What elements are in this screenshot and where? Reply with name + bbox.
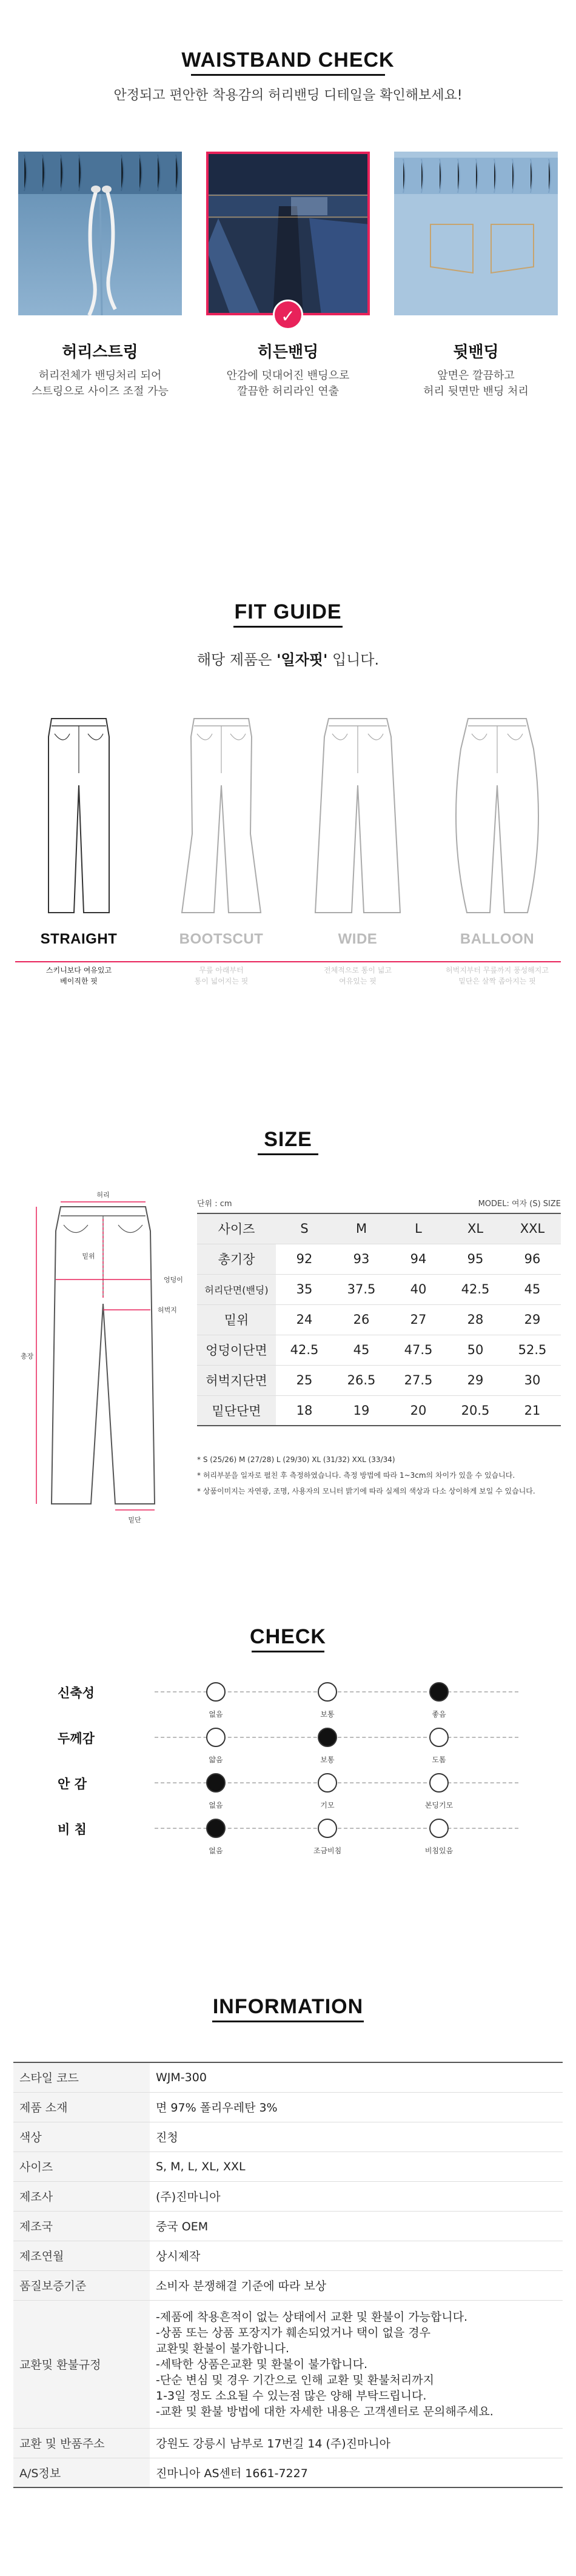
table-row — [13, 2300, 563, 2428]
waistband-title-underline — [191, 74, 385, 76]
info-value: 소비자 분쟁해결 기준에 따라 보상 — [150, 2270, 563, 2300]
size-cell: 96 — [504, 1244, 561, 1274]
size-cell: 18 — [276, 1395, 333, 1426]
table-row — [13, 2152, 563, 2181]
fit-desc-wide-line2: 여유있는 핏 — [339, 977, 377, 985]
waistband-string-desc-line1: 허리전체가 밴딩처리 되어 — [38, 369, 162, 382]
size-header-cell: M — [333, 1213, 390, 1244]
size-cell: 42.5 — [447, 1274, 504, 1304]
check-option-dot[interactable] — [429, 1773, 449, 1793]
waistband-back-desc — [394, 368, 558, 400]
waistband-hidden-desc-line2: 깔끔한 허리라인 연출 — [237, 385, 339, 398]
table-row — [197, 1274, 561, 1304]
diagram-label-waist: 허리 — [96, 1191, 110, 1199]
waistband-option-hidden[interactable] — [206, 152, 370, 400]
size-cell: 52.5 — [504, 1335, 561, 1365]
check-option-label: 조금비침 — [313, 1846, 342, 1855]
info-value: WJM-300 — [150, 2062, 563, 2092]
check-option-label: 도톰 — [432, 1756, 446, 1764]
check-option-label: 본딩기모 — [424, 1801, 454, 1810]
size-row-label: 총기장 — [197, 1244, 276, 1274]
size-cell: 35 — [276, 1274, 333, 1304]
info-label: 교환및 환불규정 — [13, 2300, 150, 2428]
check-option-label: 없음 — [209, 1846, 223, 1855]
fit-desc-bootscut-line1: 무릎 아래부터 — [199, 966, 244, 974]
info-label: 제품 소재 — [13, 2092, 150, 2122]
info-value: S, M, L, XL, XXL — [150, 2152, 563, 2181]
information-title: INFORMATION — [212, 1995, 364, 2018]
check-option-label: 보통 — [320, 1710, 335, 1719]
diagram-label-length: 총장 — [21, 1352, 34, 1360]
info-value: 진청 — [150, 2122, 563, 2152]
table-row — [197, 1395, 561, 1426]
bootscut-pants-icon — [161, 713, 282, 919]
fit-item-bootscut[interactable] — [161, 713, 282, 987]
size-header-cell: 사이즈 — [197, 1213, 276, 1244]
size-cell: 42.5 — [276, 1335, 333, 1365]
size-cell: 95 — [447, 1244, 504, 1274]
table-row — [13, 2092, 563, 2122]
size-cell: 50 — [447, 1335, 504, 1365]
size-cell: 27 — [390, 1304, 447, 1335]
size-header-cell: XXL — [504, 1213, 561, 1244]
wide-pants-icon — [297, 713, 418, 919]
check-option-dot[interactable] — [318, 1682, 337, 1702]
fit-guide-title: FIT GUIDE — [234, 600, 342, 623]
size-row-label: 밑위 — [197, 1304, 276, 1335]
size-row-label: 허벅지단면 — [197, 1365, 276, 1395]
info-label: 사이즈 — [13, 2152, 150, 2181]
check-row-sheerness — [0, 1816, 576, 1865]
check-option-dot[interactable] — [429, 1728, 449, 1747]
waistband-hidden-photo — [206, 152, 370, 315]
size-header-row — [197, 1213, 561, 1244]
waistband-option-string[interactable] — [18, 152, 182, 400]
check-option-label: 없음 — [209, 1801, 223, 1810]
information-table — [13, 2062, 563, 2488]
information-section — [0, 1995, 576, 2576]
info-value: (주)진마니아 — [150, 2181, 563, 2211]
check-label: 안 감 — [58, 1777, 87, 1791]
diagram-label-rise: 밑위 — [82, 1252, 95, 1260]
check-option-label: 좋음 — [432, 1710, 446, 1719]
fit-subtitle-prefix: 해당 제품은 — [196, 651, 277, 668]
check-option-label: 기모 — [320, 1801, 335, 1810]
check-section — [0, 1625, 576, 1989]
size-cell: 29 — [504, 1304, 561, 1335]
info-value: 면 97% 폴리우레탄 3% — [150, 2092, 563, 2122]
fit-name-bootscut: BOOTSCUT — [179, 931, 264, 947]
fit-desc-bootscut — [161, 965, 282, 987]
info-label: A/S정보 — [13, 2458, 150, 2487]
info-value: -제품에 착용흔적이 없는 상태에서 교환 및 환불이 가능합니다. -상품 또는 상품 포장지가 훼손되었거나 택이 없을 경우 교환및 환불이 불가합니다. -세탁한 상품은교환 및 환불이 불가합니다. -단순 변심 및 경우 기간으로 인해 교환 및 환불처리까지 1-3일 정도 소요될 수 있는점 많은 양해 부탁드립니다. -교환 및 환불 방법에 대한 자세한 내용은 고객센터로 문의해주세요. — [150, 2300, 563, 2428]
table-row — [13, 2062, 563, 2092]
check-option-dot[interactable] — [429, 1682, 449, 1702]
size-cell: 20.5 — [447, 1395, 504, 1426]
check-label: 신축성 — [58, 1686, 95, 1700]
size-header-cell: XL — [447, 1213, 504, 1244]
fit-item-balloon[interactable] — [437, 713, 558, 987]
fit-desc-straight-line2: 베이직한 핏 — [60, 977, 98, 985]
size-cell: 94 — [390, 1244, 447, 1274]
waistband-string-photo — [18, 152, 182, 315]
info-label: 교환 및 반품주소 — [13, 2428, 150, 2458]
check-label: 비 침 — [58, 1822, 87, 1837]
size-cell: 28 — [447, 1304, 504, 1335]
fit-desc-wide — [297, 965, 418, 987]
size-cell: 45 — [333, 1335, 390, 1365]
balloon-pants-icon — [437, 713, 558, 919]
size-cell: 37.5 — [333, 1274, 390, 1304]
size-title: SIZE — [264, 1128, 312, 1151]
size-cell: 25 — [276, 1365, 333, 1395]
size-notes — [197, 1452, 573, 1499]
fit-desc-balloon-line1: 허벅지부터 무릎까지 풍성해지고 — [446, 966, 549, 974]
table-row — [197, 1304, 561, 1335]
size-cell: 26 — [333, 1304, 390, 1335]
size-cell: 92 — [276, 1244, 333, 1274]
info-label: 스타일 코드 — [13, 2062, 150, 2092]
table-row — [13, 2122, 563, 2152]
diagram-label-thigh: 허벅지 — [158, 1306, 177, 1314]
waistband-back-desc-line2: 허리 뒷면만 밴딩 처리 — [423, 385, 529, 398]
waistband-subtitle: 안정되고 편안한 착용감의 허리밴딩 디테일을 확인해보세요! — [113, 88, 463, 103]
waistband-string-desc — [18, 368, 182, 400]
size-note-measure: * 허리부분을 일자로 펼친 후 측정하였습니다. 측정 방법에 따라 1~3cm의 차이가 있을 수 있습니다. — [197, 1471, 515, 1480]
waistband-hidden-desc — [206, 368, 370, 400]
size-measurement-diagram — [12, 1189, 188, 1528]
straight-pants-icon — [18, 713, 139, 919]
fit-desc-balloon-line2: 밑단은 살짝 좁아지는 핏 — [458, 977, 536, 985]
check-option-label: 얇음 — [209, 1756, 223, 1764]
size-section — [0, 1128, 576, 1565]
info-value: 상시제작 — [150, 2241, 563, 2270]
table-row — [13, 2211, 563, 2241]
size-cell: 19 — [333, 1395, 390, 1426]
check-icon: ✓ — [273, 300, 303, 330]
size-row-label: 밑단단면 — [197, 1395, 276, 1426]
size-cell: 30 — [504, 1365, 561, 1395]
check-title: CHECK — [250, 1625, 326, 1648]
info-label: 색상 — [13, 2122, 150, 2152]
fit-desc-straight-line1: 스키니보다 여유있고 — [45, 966, 112, 974]
size-cell: 27.5 — [390, 1365, 447, 1395]
table-row — [197, 1335, 561, 1365]
info-value: 중국 OEM — [150, 2211, 563, 2241]
check-option-dot[interactable] — [206, 1682, 226, 1702]
size-cell: 45 — [504, 1274, 561, 1304]
info-label: 품질보증기준 — [13, 2270, 150, 2300]
size-row-label: 엉덩이단면 — [197, 1335, 276, 1365]
check-option-label: 비침있음 — [424, 1846, 454, 1855]
size-header-cell: S — [276, 1213, 333, 1244]
size-cell: 40 — [390, 1274, 447, 1304]
info-value: 강원도 강릉시 남부로 17번길 14 (주)진마니아 — [150, 2428, 563, 2458]
size-table — [197, 1213, 561, 1426]
waistband-hidden-label: 히든밴딩 — [257, 343, 319, 361]
table-row — [13, 2270, 563, 2300]
check-option-dot[interactable] — [429, 1819, 449, 1838]
info-label: 제조사 — [13, 2181, 150, 2211]
size-model-info: MODEL: 여자 (S) SIZE — [478, 1199, 561, 1209]
check-label: 두께감 — [58, 1731, 95, 1746]
fit-guide-subtitle — [0, 648, 576, 669]
check-option-dot[interactable] — [318, 1773, 337, 1793]
size-cell: 93 — [333, 1244, 390, 1274]
table-row — [13, 2241, 563, 2270]
size-note-color: * 상품이미지는 자연광, 조명, 사용자의 모니터 밝기에 따라 실제의 색상과 다소 상이하게 보일 수 있습니다. — [197, 1487, 535, 1495]
check-option-dot[interactable] — [206, 1819, 226, 1838]
fit-desc-straight — [18, 965, 139, 987]
fit-divider-line — [15, 961, 561, 962]
waistband-hidden-desc-line1: 안감에 덧대어진 밴딩으로 — [226, 369, 350, 382]
waistband-section — [0, 0, 576, 461]
waistband-title: WAISTBAND CHECK — [181, 49, 395, 72]
check-row-elasticity — [0, 1680, 576, 1728]
check-title-underline — [252, 1651, 324, 1652]
fit-subtitle-suffix: 입니다. — [327, 651, 380, 668]
size-cell: 21 — [504, 1395, 561, 1426]
waistband-back-label: 뒷밴딩 — [453, 343, 499, 361]
size-unit: 단위 : cm — [197, 1199, 232, 1209]
waistband-option-back[interactable] — [394, 152, 558, 400]
fit-name-wide: WIDE — [338, 931, 378, 947]
diagram-label-hip: 엉덩이 — [164, 1276, 183, 1284]
waistband-back-photo — [394, 152, 558, 315]
waistband-string-desc-line2: 스트링으로 사이즈 조절 가능 — [32, 385, 169, 398]
check-option-label: 없음 — [209, 1710, 223, 1719]
table-row — [13, 2458, 563, 2487]
size-cell: 47.5 — [390, 1335, 447, 1365]
size-cell: 29 — [447, 1365, 504, 1395]
fit-item-wide[interactable] — [297, 713, 418, 987]
size-title-underline — [258, 1153, 318, 1155]
fit-name-balloon: BALLOON — [460, 931, 535, 947]
table-row — [197, 1365, 561, 1395]
check-option-dot[interactable] — [206, 1728, 226, 1747]
fit-desc-wide-line1: 전체적으로 통이 넓고 — [324, 966, 392, 974]
check-option-label: 보통 — [320, 1756, 335, 1764]
info-label: 제조국 — [13, 2211, 150, 2241]
waistband-back-desc-line1: 앞면은 깔끔하고 — [437, 369, 515, 382]
fit-item-straight[interactable] — [18, 713, 139, 987]
information-title-underline — [212, 2021, 364, 2022]
info-value: 진마니아 AS센터 1661-7227 — [150, 2458, 563, 2487]
size-cell: 26.5 — [333, 1365, 390, 1395]
fit-desc-balloon — [437, 965, 558, 987]
check-option-dot[interactable] — [206, 1773, 226, 1793]
table-row — [13, 2428, 563, 2458]
fit-guide-section — [0, 600, 576, 1037]
fit-desc-bootscut-line2: 통이 넓어지는 핏 — [194, 977, 249, 985]
fit-guide-title-underline — [233, 626, 343, 628]
table-row — [13, 2181, 563, 2211]
diagram-label-hem: 밑단 — [128, 1516, 141, 1524]
size-header-cell: L — [390, 1213, 447, 1244]
check-option-dot[interactable] — [318, 1819, 337, 1838]
waistband-string-label: 허리스트링 — [62, 343, 138, 361]
table-row — [197, 1244, 561, 1274]
size-row-label: 허리단면(밴딩) — [197, 1274, 276, 1304]
size-note-sizes: * S (25/26) M (27/28) L (29/30) XL (31/32) XXL (33/34) — [197, 1455, 395, 1464]
info-label: 제조연월 — [13, 2241, 150, 2270]
check-row-lining — [0, 1771, 576, 1819]
check-row-thickness — [0, 1725, 576, 1774]
size-cell: 24 — [276, 1304, 333, 1335]
fit-subtitle-emph: '일자핏' — [276, 651, 328, 668]
check-option-dot[interactable] — [318, 1728, 337, 1747]
fit-name-straight: STRAIGHT — [40, 931, 118, 947]
size-cell: 20 — [390, 1395, 447, 1426]
